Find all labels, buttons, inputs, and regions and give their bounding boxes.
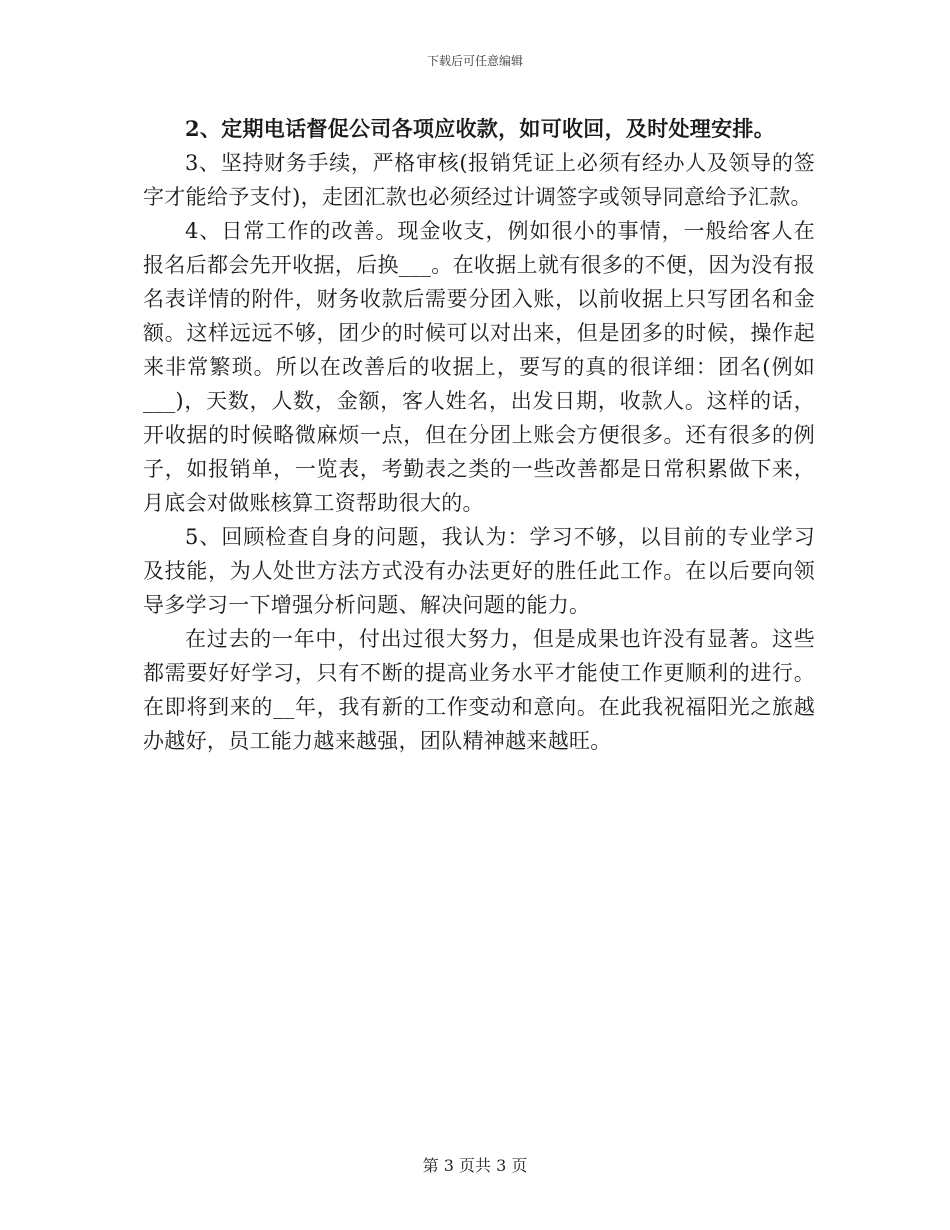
paragraph-item-5: 5、回顾检查自身的问题，我认为：学习不够，以目前的专业学习及技能，为人处世方法方式没有办法更好的胜任此工作。在以后要向领导多学习一下增强分析问题、解决问题的能力。 (143, 525, 815, 617)
paragraph-item-4: 4、日常工作的改善。现金收支，例如很小的事情，一般给客人在报名后都会先开收据，后换___。在收据上就有很多的不便，因为没有报名表详情的附件，财务收款后需要分团入账，以前收据上只写团名和金额。这样远远不够，团少的时候可以对出来，但是团多的时候，操作起来非常繁琐。所以在改善后的收据上，要写的真的很详细：团名(例如___)，天数，人数，金额，客人姓名，出发日期，收款人。这样的话，开收据的时候略微麻烦一点，但在分团上账会方便很多。还有很多的例子，如报销单，一览表，考勤表之类的一些改善都是日常积累做下来，月底会对做账核算工资帮助很大的。 (143, 219, 815, 515)
paragraph-item-3: 3、坚持财务手续，严格审核(报销凭证上必须有经办人及领导的签字才能给予支付)，走团汇款也必须经过计调签字或领导同意给予汇款。 (143, 151, 815, 209)
page-number: 第 3 页共 3 页 (422, 1156, 528, 1175)
download-note: 下载后可任意编辑 (426, 54, 523, 68)
document-body (143, 112, 815, 758)
closing-paragraph: 在过去的一年中，付出过很大努力，但是成果也许没有显著。这些都需要好好学习，只有不断的提高业务水平才能使工作更顺利的进行。在即将到来的__年，我有新的工作变动和意向。在此我祝福阳光之旅越办越好，员工能力越来越强，团队精神越来越旺。 (143, 627, 815, 753)
paragraph-item-2: 2、定期电话督促公司各项应收款，如可收回，及时处理安排。 (185, 116, 776, 141)
